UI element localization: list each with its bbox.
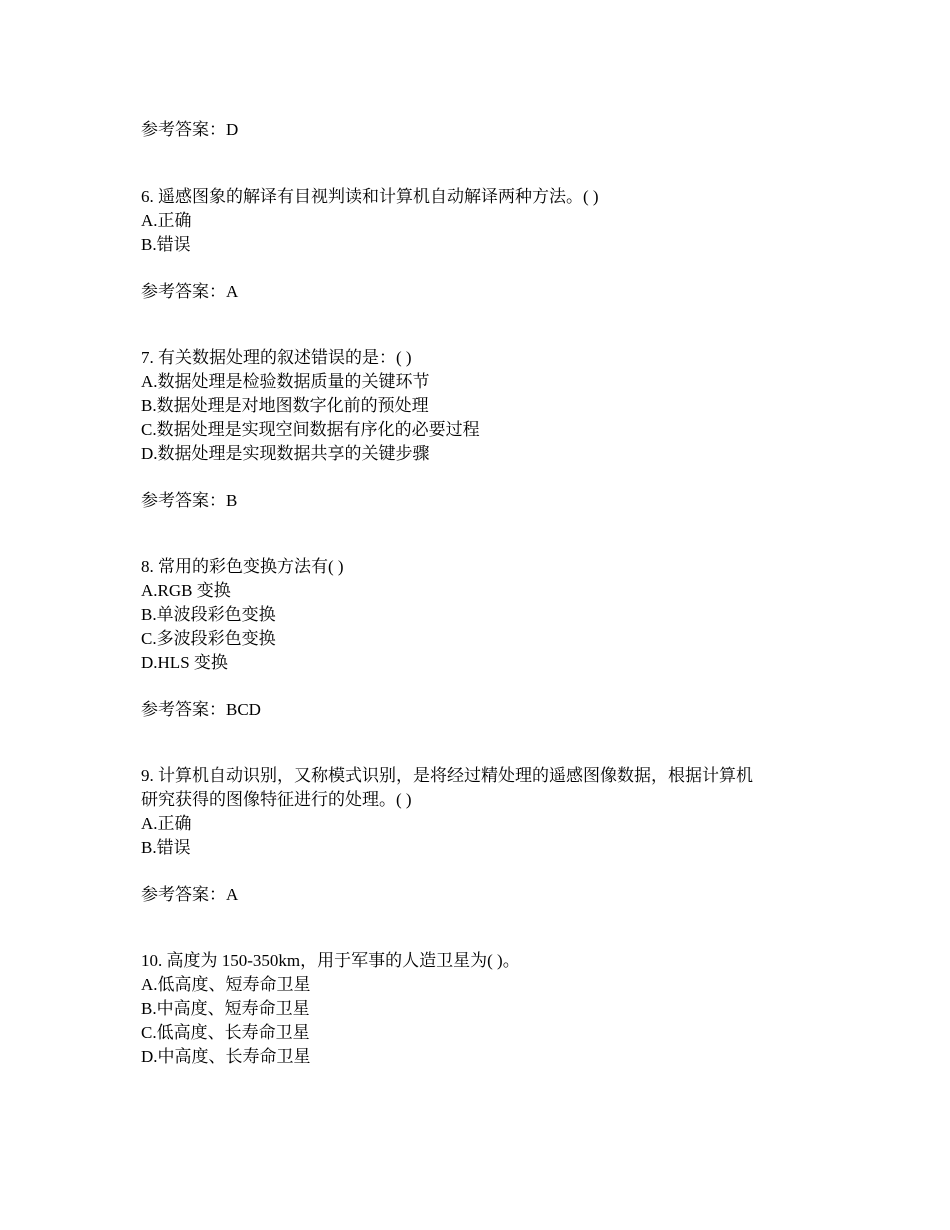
question-8-option-c: C.多波段彩色变换 (141, 629, 276, 648)
question-10-option-a: A.低高度、短寿命卫星 (141, 975, 311, 994)
question-9-option-a: A.正确 (141, 814, 192, 833)
question-8-option-a: A.RGB 变换 (141, 581, 231, 600)
question-7-option-d: D.数据处理是实现数据共享的关键步骤 (141, 444, 430, 463)
question-6-option-b: B.错误 (141, 235, 191, 254)
question-8-option-b: B.单波段彩色变换 (141, 605, 276, 624)
question-9-text-line-1: 9. 计算机自动识别，又称模式识别，是将经过精处理的遥感图像数据，根据计算机 (141, 766, 753, 785)
question-6-option-a: A.正确 (141, 211, 192, 230)
question-7-option-c: C.数据处理是实现空间数据有序化的必要过程 (141, 420, 480, 439)
question-10-option-c: C.低高度、长寿命卫星 (141, 1023, 310, 1042)
answer-line: 参考答案：D (141, 120, 239, 139)
question-7-option-b: B.数据处理是对地图数字化前的预处理 (141, 396, 429, 415)
question-10-option-d: D.中高度、长寿命卫星 (141, 1047, 311, 1066)
question-7-answer: 参考答案：B (141, 491, 238, 510)
question-9-answer: 参考答案：A (141, 885, 239, 904)
question-8-answer: 参考答案：BCD (141, 700, 261, 719)
question-6-text: 6. 遥感图象的解译有目视判读和计算机自动解译两种方法。( ) (141, 187, 599, 206)
question-10-text: 10. 高度为 150-350km，用于军事的人造卫星为( )。 (141, 951, 520, 970)
question-9-text-line-2: 研究获得的图像特征进行的处理。( ) (141, 790, 412, 809)
question-10-option-b: B.中高度、短寿命卫星 (141, 999, 310, 1018)
question-9-option-b: B.错误 (141, 838, 191, 857)
question-8-option-d: D.HLS 变换 (141, 653, 228, 672)
question-7-text: 7. 有关数据处理的叙述错误的是：( ) (141, 348, 412, 367)
question-7-option-a: A.数据处理是检验数据质量的关键环节 (141, 372, 430, 391)
question-8-text: 8. 常用的彩色变换方法有( ) (141, 557, 344, 576)
question-6-answer: 参考答案：A (141, 282, 239, 301)
